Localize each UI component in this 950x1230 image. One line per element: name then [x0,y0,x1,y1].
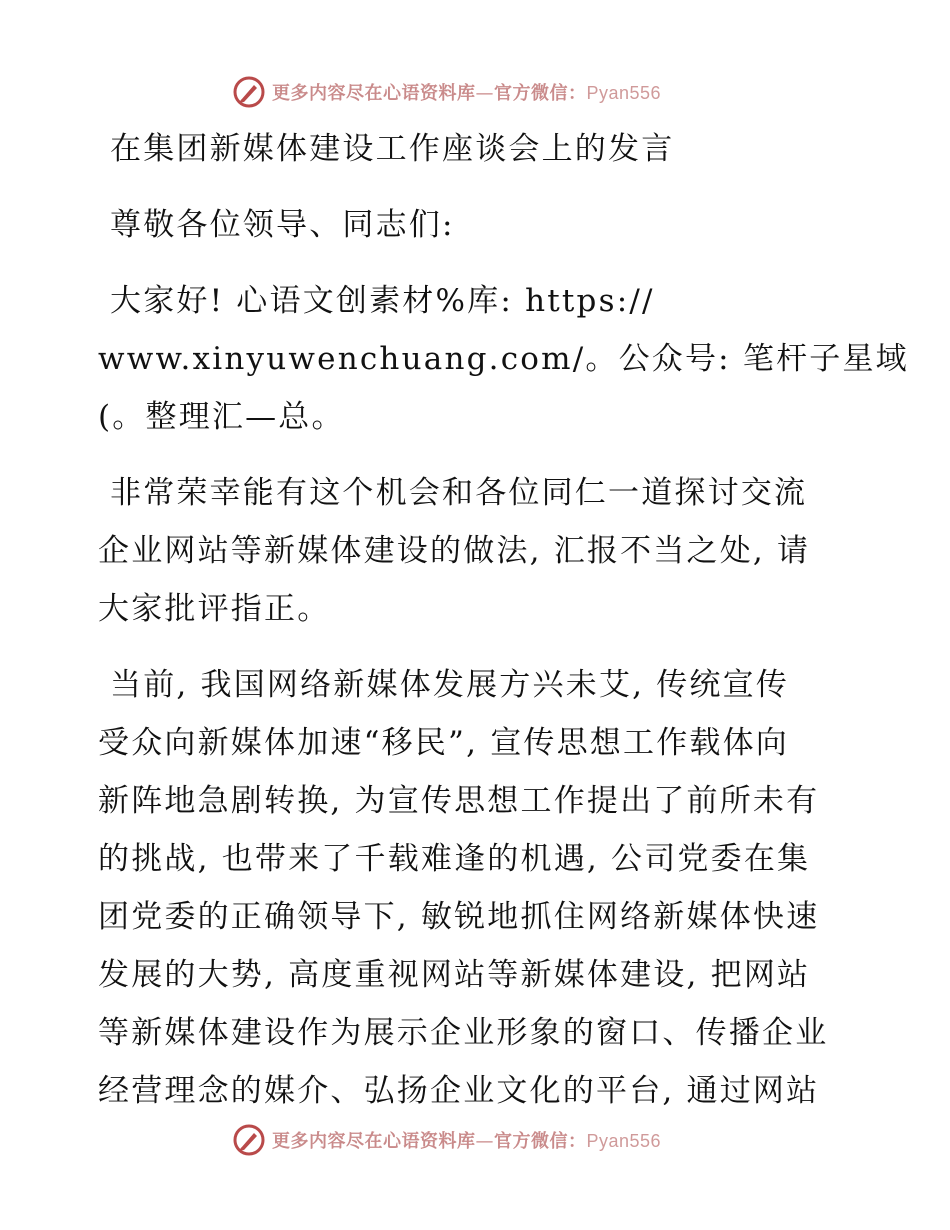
watermark-wechat-label: 官方微信： [494,1131,587,1152]
footer-watermark [232,1120,661,1160]
pen-logo-icon [232,1123,266,1157]
paragraph-line: 大家批评指正。 [98,591,331,627]
watermark-separator: — [475,83,494,104]
header-watermark [232,72,661,112]
watermark-main: 更多内容尽在心语资料库 [272,1131,476,1152]
paragraph-line: 发展的大势, 高度重视网站等新媒体建设, 把网站 [98,957,811,993]
paragraph-line: 大家好! 心语文创素材%库: https:// [110,283,655,319]
watermark-wechat-label: 官方微信： [494,83,587,104]
paragraph-3 [98,656,858,1120]
watermark-text [272,1127,661,1153]
paragraph-line: 当前, 我国网络新媒体发展方兴未艾, 传统宣传 [110,667,790,703]
paragraph-line: 非常荣幸能有这个机会和各位同仁一道探讨交流 [110,475,808,511]
paragraph-line: 企业网站等新媒体建设的做法, 汇报不当之处, 请 [98,533,811,569]
paragraph-line: 受众向新媒体加速“移民”, 宣传思想工作载体向 [98,725,790,761]
watermark-wechat-id: Pyan556 [586,1131,662,1151]
watermark-text [272,79,661,105]
paragraph-1 [98,272,909,446]
pen-logo-icon [232,75,266,109]
paragraph-line: 团党委的正确领导下, 敏锐地抓住网络新媒体快速 [98,899,820,935]
paragraph-line: 新阵地急剧转换, 为宣传思想工作提出了前所未有 [98,783,820,819]
paragraph-line: 经营理念的媒介、弘扬企业文化的平台, 通过网站 [98,1073,820,1109]
paragraph-line: 等新媒体建设作为展示企业形象的窗口、传播企业 [98,1015,829,1051]
watermark-main: 更多内容尽在心语资料库 [272,83,476,104]
paragraph-2 [98,464,858,638]
paragraph-line: (。整理汇—总。 [98,399,345,435]
salutation: 尊敬各位领导、同志们: [110,207,455,243]
paragraph-line: 的挑战, 也带来了千载难逢的机遇, 公司党委在集 [98,841,811,877]
paragraph-line: www.xinyuwenchuang.com/。公众号: 笔杆子星域 [98,341,909,377]
watermark-wechat-id: Pyan556 [586,83,662,103]
document-title: 在集团新媒体建设工作座谈会上的发言 [110,131,675,167]
document-body [98,120,909,1120]
watermark-separator: — [475,1131,494,1152]
